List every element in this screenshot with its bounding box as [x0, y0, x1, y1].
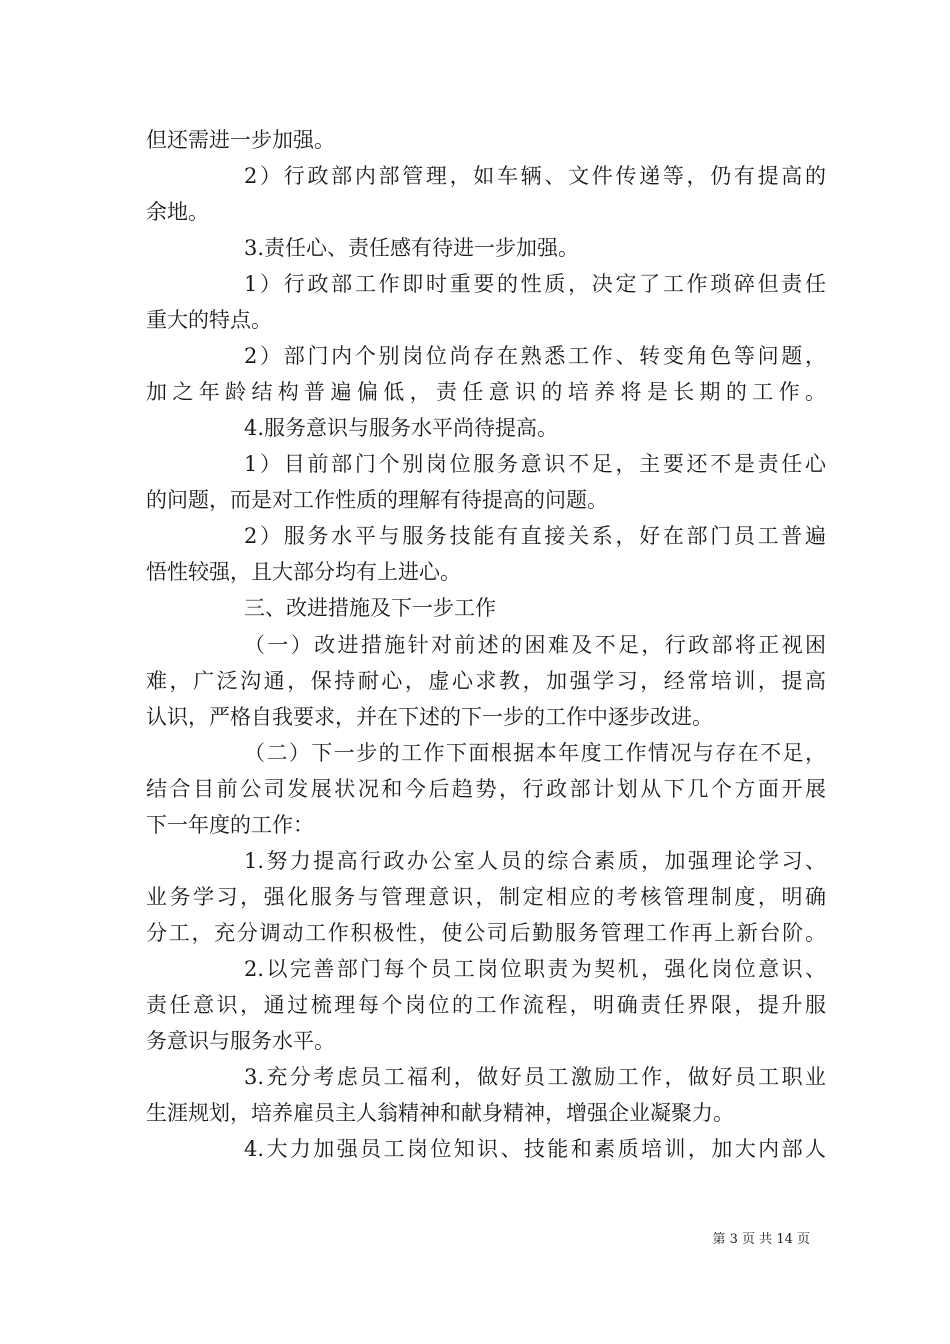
text-line: 1）行政部工作即时重要的性质，决定了工作琐碎但责任	[244, 272, 826, 296]
text-line: 结合目前公司发展状况和今后趋势，行政部计划从下几个方面开展	[146, 777, 826, 801]
text-line: 悟性较强，且大部分均有上进心。	[146, 560, 461, 584]
text-line: 加之年龄结构普遍偏低，责任意识的培养将是长期的工作。	[146, 380, 826, 404]
text-line: 业务学习，强化服务与管理意识，制定相应的考核管理制度，明确	[146, 885, 826, 909]
text-line: 难，广泛沟通，保持耐心，虚心求教，加强学习，经常培训，提高	[146, 669, 826, 693]
section-heading: 三、改进措施及下一步工作	[244, 596, 496, 620]
text-line: 2.以完善部门每个员工岗位职责为契机，强化岗位意识、	[244, 957, 826, 981]
text-line: 4.服务意识与服务水平尚待提高。	[244, 416, 559, 440]
text-line: （二）下一步的工作下面根据本年度工作情况与存在不足，	[244, 741, 826, 765]
text-line: 3.充分考虑员工福利，做好员工激励工作，做好员工职业	[244, 1065, 826, 1089]
text-line: 认识，严格自我要求，并在下述的下一步的工作中逐步改进。	[146, 705, 713, 729]
page-number: 第 3 页 共 14 页	[712, 1232, 810, 1247]
text-line: 生涯规划，培养雇员主人翁精神和献身精神，增强企业凝聚力。	[146, 1101, 734, 1125]
text-line: 3.责任心、责任感有待进一步加强。	[244, 236, 580, 260]
text-line: （一）改进措施针对前述的困难及不足，行政部将正视困	[244, 633, 826, 657]
text-line: 2）服务水平与服务技能有直接关系，好在部门员工普遍	[244, 524, 826, 548]
text-line: 1.努力提高行政办公室人员的综合素质，加强理论学习、	[244, 849, 826, 873]
text-line: 1）目前部门个别岗位服务意识不足，主要还不是责任心	[244, 452, 826, 476]
text-line: 务意识与服务水平。	[146, 1029, 335, 1053]
text-line: 下一年度的工作：	[146, 813, 314, 837]
text-line: 2）行政部内部管理，如车辆、文件传递等，仍有提高的	[244, 164, 826, 188]
text-line: 重大的特点。	[146, 308, 272, 332]
text-line: 但还需进一步加强。	[146, 128, 335, 152]
text-line: 2）部门内个别岗位尚存在熟悉工作、转变角色等问题，	[244, 344, 826, 368]
text-line: 责任意识，通过梳理每个岗位的工作流程，明确责任界限，提升服	[146, 993, 826, 1017]
text-line: 余地。	[146, 200, 209, 224]
text-line: 4.大力加强员工岗位知识、技能和素质培训，加大内部人	[244, 1137, 826, 1161]
text-line: 的问题，而是对工作性质的理解有待提高的问题。	[146, 488, 608, 512]
text-line: 分工，充分调动工作积极性，使公司后勤服务管理工作再上新台阶。	[146, 921, 826, 945]
